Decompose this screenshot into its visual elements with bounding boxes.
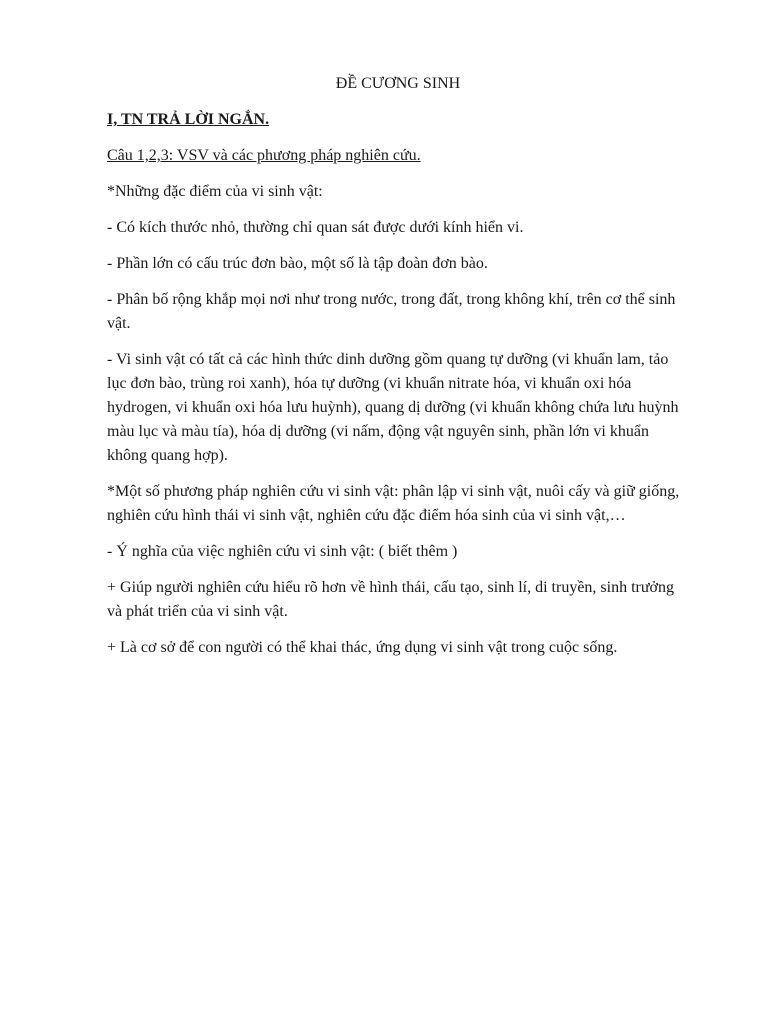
paragraph: + Giúp người nghiên cứu hiểu rõ hơn về hình thái, cấu tạo, sinh lí, di truyền, sinh trưởng và phát triển của vi sinh vật. <box>107 579 675 620</box>
paragraph: - Có kích thước nhỏ, thường chỉ quan sát được dưới kính hiển vi. <box>107 219 524 236</box>
paragraph: *Một số phương pháp nghiên cứu vi sinh vật: phân lập vi sinh vật, nuôi cấy và giữ giống, nghiên cứu hình thái vi sinh vật, nghiên cứu đặc điểm hóa sinh của vi sinh vật,… <box>107 483 680 524</box>
document-body <box>107 72 689 672</box>
section-heading: I, TN TRẢ LỜI NGẮN. <box>107 111 270 128</box>
paragraph: - Ý nghĩa của việc nghiên cứu vi sinh vật: ( biết thêm ) <box>107 543 458 560</box>
question-heading: Câu 1,2,3: VSV và các phương pháp nghiên cứu. <box>107 147 421 164</box>
paragraph: *Những đặc điểm của vi sinh vật: <box>107 183 323 200</box>
paragraph: - Phần lớn có cấu trúc đơn bào, một số là tập đoàn đơn bào. <box>107 255 488 272</box>
document-title: ĐỀ CƯƠNG SINH <box>335 75 461 92</box>
paragraph: - Vi sinh vật có tất cả các hình thức dinh dưỡng gồm quang tự dưỡng (vi khuẩn lam, tảo lục đơn bào, trùng roi xanh), hóa tự dưỡng (vi khuẩn nitrate hóa, vi khuẩn oxi hóa hydrogen, vi khuẩn oxi hóa lưu huỳnh), quang dị dưỡng (vi khuẩn không chứa lưu huỳnh màu lục và màu tía), hóa dị dưỡng (vi nấm, động vật nguyên sinh, phần lớn vi khuẩn không quang hợp). <box>107 351 679 464</box>
paragraph: - Phân bố rộng khắp mọi nơi như trong nước, trong đất, trong không khí, trên cơ thể sinh vật. <box>107 291 676 332</box>
paragraph: + Là cơ sở để con người có thể khai thác, ứng dụng vi sinh vật trong cuộc sống. <box>107 639 618 656</box>
